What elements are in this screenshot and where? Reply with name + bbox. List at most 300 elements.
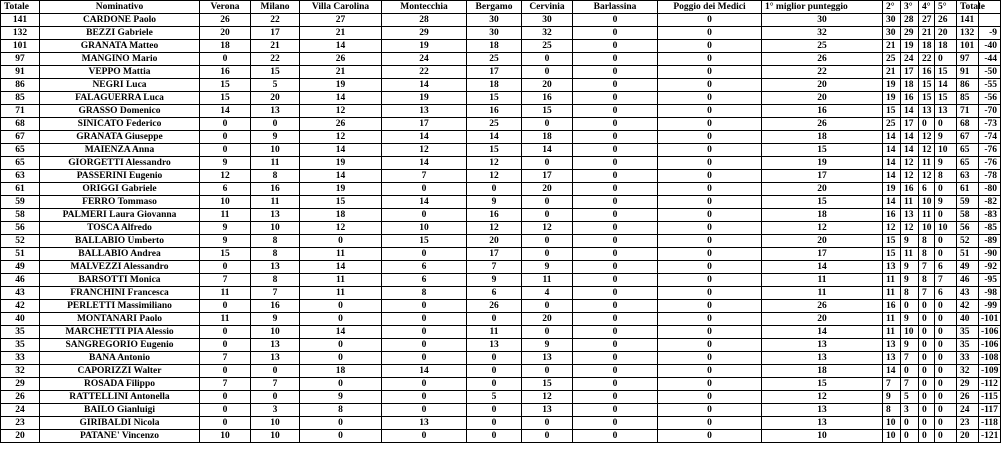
cell-totale: 32 xyxy=(1,365,40,378)
table-row xyxy=(1,79,1001,92)
cell-totale-2: 65 xyxy=(957,144,979,157)
cell-diff: -101 xyxy=(979,313,1001,326)
cell-poggio-dei-medici: 0 xyxy=(658,105,762,118)
cell-totale: 132 xyxy=(1,27,40,40)
cell-villa-carolina: 0 xyxy=(300,339,382,352)
cell-cervinia: 0 xyxy=(522,300,573,313)
cell-miglior-punteggio: 15 xyxy=(762,196,883,209)
cell-totale-2: 59 xyxy=(957,196,979,209)
cell-milano: 10 xyxy=(251,417,300,430)
cell-montecchia: 0 xyxy=(382,404,467,417)
cell-5th: 0 xyxy=(935,183,957,196)
cell-2nd: 25 xyxy=(883,118,901,131)
cell-bergamo: 30 xyxy=(467,14,522,27)
cell-2nd: 7 xyxy=(883,378,901,391)
cell-barlassina: 0 xyxy=(573,14,658,27)
cell-cervinia: 0 xyxy=(522,417,573,430)
cell-cervinia: 20 xyxy=(522,183,573,196)
cell-poggio-dei-medici: 0 xyxy=(658,27,762,40)
cell-barlassina: 0 xyxy=(573,352,658,365)
cell-villa-carolina: 11 xyxy=(300,287,382,300)
cell-miglior-punteggio: 22 xyxy=(762,66,883,79)
cell-4th: 8 xyxy=(919,235,935,248)
cell-miglior-punteggio: 32 xyxy=(762,27,883,40)
cell-totale-2: 61 xyxy=(957,183,979,196)
cell-bergamo: 26 xyxy=(467,300,522,313)
cell-4th: 0 xyxy=(919,391,935,404)
cell-bergamo: 14 xyxy=(467,131,522,144)
cell-totale-2: 65 xyxy=(957,157,979,170)
cell-miglior-punteggio: 18 xyxy=(762,365,883,378)
cell-poggio-dei-medici: 0 xyxy=(658,79,762,92)
cell-cervinia: 0 xyxy=(522,235,573,248)
cell-miglior-punteggio: 13 xyxy=(762,352,883,365)
cell-3rd: 24 xyxy=(901,53,919,66)
cell-verona: 0 xyxy=(200,118,251,131)
cell-totale: 101 xyxy=(1,40,40,53)
cell-barlassina: 0 xyxy=(573,261,658,274)
cell-bergamo: 12 xyxy=(467,157,522,170)
cell-villa-carolina: 21 xyxy=(300,27,382,40)
cell-diff: -40 xyxy=(979,40,1001,53)
cell-5th: 15 xyxy=(935,92,957,105)
cell-villa-carolina: 14 xyxy=(300,144,382,157)
cell-cervinia: 32 xyxy=(522,27,573,40)
cell-2nd: 14 xyxy=(883,131,901,144)
cell-2nd: 19 xyxy=(883,79,901,92)
cell-diff: -112 xyxy=(979,378,1001,391)
cell-villa-carolina: 14 xyxy=(300,40,382,53)
cell-diff: -109 xyxy=(979,365,1001,378)
cell-barlassina: 0 xyxy=(573,417,658,430)
cell-barlassina: 0 xyxy=(573,339,658,352)
cell-3rd: 9 xyxy=(901,339,919,352)
table-row xyxy=(1,27,1001,40)
cell-totale: 86 xyxy=(1,79,40,92)
cell-villa-carolina: 0 xyxy=(300,235,382,248)
cell-verona: 20 xyxy=(200,27,251,40)
cell-montecchia: 0 xyxy=(382,430,467,443)
cell-nominativo: BARSOTTI Monica xyxy=(40,274,200,287)
cell-2nd: 10 xyxy=(883,430,901,443)
cell-totale: 58 xyxy=(1,209,40,222)
cell-poggio-dei-medici: 0 xyxy=(658,118,762,131)
cell-cervinia: 9 xyxy=(522,261,573,274)
cell-barlassina: 0 xyxy=(573,365,658,378)
cell-nominativo: MANGINO Mario xyxy=(40,53,200,66)
cell-poggio-dei-medici: 0 xyxy=(658,274,762,287)
cell-diff: -56 xyxy=(979,92,1001,105)
header-cervinia: Cervinia xyxy=(522,1,573,14)
cell-cervinia: 25 xyxy=(522,40,573,53)
cell-verona: 7 xyxy=(200,274,251,287)
cell-nominativo: MONTANARI Paolo xyxy=(40,313,200,326)
cell-2nd: 14 xyxy=(883,196,901,209)
cell-cervinia: 0 xyxy=(522,157,573,170)
cell-diff: -85 xyxy=(979,222,1001,235)
cell-miglior-punteggio: 12 xyxy=(762,391,883,404)
cell-verona: 0 xyxy=(200,365,251,378)
cell-milano: 9 xyxy=(251,131,300,144)
table-row xyxy=(1,235,1001,248)
table-row xyxy=(1,14,1001,27)
cell-villa-carolina: 19 xyxy=(300,79,382,92)
cell-verona: 12 xyxy=(200,170,251,183)
cell-villa-carolina: 26 xyxy=(300,118,382,131)
cell-milano: 3 xyxy=(251,404,300,417)
cell-totale: 40 xyxy=(1,313,40,326)
cell-miglior-punteggio: 26 xyxy=(762,53,883,66)
table-row xyxy=(1,209,1001,222)
cell-milano: 16 xyxy=(251,300,300,313)
cell-montecchia: 0 xyxy=(382,209,467,222)
cell-verona: 0 xyxy=(200,300,251,313)
cell-milano: 0 xyxy=(251,365,300,378)
cell-barlassina: 0 xyxy=(573,287,658,300)
cell-miglior-punteggio: 26 xyxy=(762,118,883,131)
cell-totale: 63 xyxy=(1,170,40,183)
cell-montecchia: 0 xyxy=(382,326,467,339)
cell-verona: 9 xyxy=(200,235,251,248)
cell-2nd: 10 xyxy=(883,417,901,430)
cell-5th: 15 xyxy=(935,66,957,79)
cell-5th: 0 xyxy=(935,339,957,352)
cell-milano: 8 xyxy=(251,274,300,287)
cell-barlassina: 0 xyxy=(573,183,658,196)
cell-barlassina: 0 xyxy=(573,209,658,222)
cell-5th: 0 xyxy=(935,391,957,404)
table-row xyxy=(1,222,1001,235)
cell-diff: -83 xyxy=(979,209,1001,222)
cell-diff: -76 xyxy=(979,157,1001,170)
cell-poggio-dei-medici: 0 xyxy=(658,326,762,339)
cell-totale-2: 46 xyxy=(957,274,979,287)
cell-4th: 0 xyxy=(919,365,935,378)
cell-milano: 13 xyxy=(251,105,300,118)
cell-verona: 16 xyxy=(200,66,251,79)
cell-milano: 7 xyxy=(251,378,300,391)
table-row xyxy=(1,92,1001,105)
cell-poggio-dei-medici: 0 xyxy=(658,261,762,274)
cell-poggio-dei-medici: 0 xyxy=(658,378,762,391)
cell-5th: 6 xyxy=(935,261,957,274)
cell-miglior-punteggio: 20 xyxy=(762,183,883,196)
cell-cervinia: 20 xyxy=(522,313,573,326)
header-bergamo: Bergamo xyxy=(467,1,522,14)
cell-nominativo: BALLABIO Andrea xyxy=(40,248,200,261)
cell-villa-carolina: 19 xyxy=(300,157,382,170)
cell-5th: 8 xyxy=(935,170,957,183)
cell-2nd: 30 xyxy=(883,27,901,40)
cell-villa-carolina: 18 xyxy=(300,365,382,378)
cell-villa-carolina: 12 xyxy=(300,105,382,118)
cell-villa-carolina: 26 xyxy=(300,53,382,66)
cell-miglior-punteggio: 10 xyxy=(762,430,883,443)
cell-bergamo: 25 xyxy=(467,53,522,66)
cell-4th: 12 xyxy=(919,170,935,183)
table-row xyxy=(1,339,1001,352)
cell-villa-carolina: 12 xyxy=(300,222,382,235)
cell-poggio-dei-medici: 0 xyxy=(658,196,762,209)
cell-milano: 10 xyxy=(251,326,300,339)
table-row xyxy=(1,313,1001,326)
cell-montecchia: 10 xyxy=(382,222,467,235)
cell-milano: 21 xyxy=(251,40,300,53)
cell-totale: 65 xyxy=(1,144,40,157)
table-row xyxy=(1,131,1001,144)
cell-nominativo: PATANE' Vincenzo xyxy=(40,430,200,443)
cell-5th: 0 xyxy=(935,352,957,365)
cell-poggio-dei-medici: 0 xyxy=(658,222,762,235)
cell-miglior-punteggio: 17 xyxy=(762,170,883,183)
cell-4th: 7 xyxy=(919,261,935,274)
cell-verona: 0 xyxy=(200,391,251,404)
cell-verona: 15 xyxy=(200,79,251,92)
cell-milano: 16 xyxy=(251,183,300,196)
cell-milano: 11 xyxy=(251,196,300,209)
cell-barlassina: 0 xyxy=(573,40,658,53)
cell-cervinia: 13 xyxy=(522,352,573,365)
cell-4th: 22 xyxy=(919,53,935,66)
cell-barlassina: 0 xyxy=(573,170,658,183)
cell-milano: 0 xyxy=(251,118,300,131)
cell-totale-2: 86 xyxy=(957,79,979,92)
cell-milano: 10 xyxy=(251,430,300,443)
cell-barlassina: 0 xyxy=(573,27,658,40)
header-5th: 5° xyxy=(935,1,957,14)
cell-poggio-dei-medici: 0 xyxy=(658,365,762,378)
cell-villa-carolina: 14 xyxy=(300,326,382,339)
cell-3rd: 16 xyxy=(901,92,919,105)
cell-villa-carolina: 0 xyxy=(300,417,382,430)
cell-totale-2: 71 xyxy=(957,105,979,118)
cell-barlassina: 0 xyxy=(573,118,658,131)
cell-cervinia: 15 xyxy=(522,105,573,118)
cell-2nd: 25 xyxy=(883,53,901,66)
cell-cervinia: 17 xyxy=(522,170,573,183)
cell-5th: 0 xyxy=(935,326,957,339)
cell-5th: 0 xyxy=(935,378,957,391)
cell-nominativo: GIORGETTI Alessandro xyxy=(40,157,200,170)
cell-bergamo: 17 xyxy=(467,248,522,261)
cell-poggio-dei-medici: 0 xyxy=(658,209,762,222)
cell-diff: -115 xyxy=(979,391,1001,404)
cell-4th: 6 xyxy=(919,183,935,196)
cell-3rd: 9 xyxy=(901,313,919,326)
cell-bergamo: 17 xyxy=(467,66,522,79)
cell-cervinia: 0 xyxy=(522,326,573,339)
cell-bergamo: 0 xyxy=(467,404,522,417)
cell-4th: 0 xyxy=(919,300,935,313)
cell-totale-2: 101 xyxy=(957,40,979,53)
header-barlassina: Barlassina xyxy=(573,1,658,14)
cell-bergamo: 25 xyxy=(467,118,522,131)
cell-nominativo: RATTELLINI Antonella xyxy=(40,391,200,404)
cell-cervinia: 0 xyxy=(522,430,573,443)
cell-3rd: 18 xyxy=(901,79,919,92)
cell-3rd: 12 xyxy=(901,170,919,183)
cell-totale: 20 xyxy=(1,430,40,443)
cell-4th: 12 xyxy=(919,131,935,144)
cell-verona: 0 xyxy=(200,326,251,339)
cell-cervinia: 15 xyxy=(522,378,573,391)
cell-milano: 20 xyxy=(251,92,300,105)
cell-montecchia: 7 xyxy=(382,170,467,183)
cell-5th: 6 xyxy=(935,287,957,300)
cell-totale: 68 xyxy=(1,118,40,131)
cell-totale-2: 68 xyxy=(957,118,979,131)
cell-miglior-punteggio: 14 xyxy=(762,326,883,339)
cell-villa-carolina: 14 xyxy=(300,92,382,105)
cell-poggio-dei-medici: 0 xyxy=(658,430,762,443)
cell-diff: -95 xyxy=(979,274,1001,287)
cell-nominativo: MALVEZZI Alessandro xyxy=(40,261,200,274)
cell-miglior-punteggio: 17 xyxy=(762,248,883,261)
cell-villa-carolina: 15 xyxy=(300,196,382,209)
cell-totale: 35 xyxy=(1,339,40,352)
cell-montecchia: 0 xyxy=(382,339,467,352)
cell-poggio-dei-medici: 0 xyxy=(658,53,762,66)
cell-2nd: 11 xyxy=(883,326,901,339)
cell-nominativo: PERLETTI Massimiliano xyxy=(40,300,200,313)
table-row xyxy=(1,365,1001,378)
cell-barlassina: 0 xyxy=(573,430,658,443)
cell-miglior-punteggio: 15 xyxy=(762,378,883,391)
cell-totale: 91 xyxy=(1,66,40,79)
cell-totale-2: 43 xyxy=(957,287,979,300)
cell-verona: 14 xyxy=(200,105,251,118)
cell-milano: 11 xyxy=(251,157,300,170)
table-row xyxy=(1,430,1001,443)
cell-totale: 51 xyxy=(1,248,40,261)
cell-bergamo: 0 xyxy=(467,352,522,365)
cell-totale: 42 xyxy=(1,300,40,313)
cell-totale-2: 132 xyxy=(957,27,979,40)
cell-totale: 35 xyxy=(1,326,40,339)
cell-3rd: 12 xyxy=(901,222,919,235)
cell-villa-carolina: 14 xyxy=(300,170,382,183)
cell-montecchia: 14 xyxy=(382,131,467,144)
cell-verona: 9 xyxy=(200,157,251,170)
cell-cervinia: 0 xyxy=(522,196,573,209)
cell-nominativo: GRANATA Giuseppe xyxy=(40,131,200,144)
cell-diff: -44 xyxy=(979,53,1001,66)
header-row xyxy=(1,1,1001,14)
cell-3rd: 14 xyxy=(901,131,919,144)
cell-5th: 18 xyxy=(935,40,957,53)
cell-poggio-dei-medici: 0 xyxy=(658,157,762,170)
cell-diff: -89 xyxy=(979,235,1001,248)
cell-nominativo: CARDONE Paolo xyxy=(40,14,200,27)
cell-milano: 22 xyxy=(251,53,300,66)
cell-cervinia: 30 xyxy=(522,14,573,27)
cell-bergamo: 30 xyxy=(467,27,522,40)
header-milano: Milano xyxy=(251,1,300,14)
cell-villa-carolina: 11 xyxy=(300,274,382,287)
cell-barlassina: 0 xyxy=(573,144,658,157)
cell-2nd: 11 xyxy=(883,313,901,326)
table-row xyxy=(1,40,1001,53)
cell-barlassina: 0 xyxy=(573,66,658,79)
cell-villa-carolina: 0 xyxy=(300,352,382,365)
cell-4th: 10 xyxy=(919,196,935,209)
cell-totale-2: 91 xyxy=(957,66,979,79)
cell-3rd: 11 xyxy=(901,248,919,261)
table-row xyxy=(1,404,1001,417)
cell-4th: 0 xyxy=(919,417,935,430)
cell-verona: 11 xyxy=(200,287,251,300)
cell-5th: 0 xyxy=(935,300,957,313)
cell-poggio-dei-medici: 0 xyxy=(658,66,762,79)
cell-totale-2: 26 xyxy=(957,391,979,404)
header-verona: Verona xyxy=(200,1,251,14)
cell-totale-2: 52 xyxy=(957,235,979,248)
cell-diff: -73 xyxy=(979,118,1001,131)
cell-4th: 0 xyxy=(919,404,935,417)
cell-montecchia: 0 xyxy=(382,313,467,326)
cell-miglior-punteggio: 15 xyxy=(762,144,883,157)
cell-5th: 0 xyxy=(935,235,957,248)
cell-nominativo: PASSERINI Eugenio xyxy=(40,170,200,183)
cell-totale-2: 63 xyxy=(957,170,979,183)
cell-montecchia: 19 xyxy=(382,40,467,53)
cell-totale-2: 33 xyxy=(957,352,979,365)
cell-milano: 22 xyxy=(251,14,300,27)
cell-nominativo: SANGREGORIO Eugenio xyxy=(40,339,200,352)
cell-poggio-dei-medici: 0 xyxy=(658,339,762,352)
table-row xyxy=(1,391,1001,404)
cell-totale-2: 141 xyxy=(957,14,979,27)
cell-2nd: 15 xyxy=(883,105,901,118)
cell-montecchia: 22 xyxy=(382,66,467,79)
cell-milano: 15 xyxy=(251,66,300,79)
cell-bergamo: 16 xyxy=(467,209,522,222)
cell-nominativo: GRASSO Domenico xyxy=(40,105,200,118)
cell-totale: 29 xyxy=(1,378,40,391)
cell-cervinia: 12 xyxy=(522,222,573,235)
cell-4th: 0 xyxy=(919,352,935,365)
cell-verona: 15 xyxy=(200,92,251,105)
cell-verona: 6 xyxy=(200,183,251,196)
cell-5th: 0 xyxy=(935,417,957,430)
cell-bergamo: 9 xyxy=(467,196,522,209)
cell-bergamo: 15 xyxy=(467,144,522,157)
cell-bergamo: 12 xyxy=(467,170,522,183)
cell-montecchia: 13 xyxy=(382,105,467,118)
cell-3rd: 0 xyxy=(901,430,919,443)
cell-bergamo: 0 xyxy=(467,417,522,430)
cell-3rd: 16 xyxy=(901,183,919,196)
cell-diff: -76 xyxy=(979,144,1001,157)
cell-verona: 0 xyxy=(200,261,251,274)
cell-diff: -80 xyxy=(979,183,1001,196)
cell-diff: -108 xyxy=(979,352,1001,365)
cell-2nd: 21 xyxy=(883,66,901,79)
cell-5th: 0 xyxy=(935,209,957,222)
cell-milano: 8 xyxy=(251,248,300,261)
cell-nominativo: MARCHETTI PIA Alessio xyxy=(40,326,200,339)
cell-montecchia: 6 xyxy=(382,274,467,287)
cell-cervinia: 18 xyxy=(522,131,573,144)
cell-diff: -70 xyxy=(979,105,1001,118)
table-row xyxy=(1,274,1001,287)
cell-4th: 8 xyxy=(919,248,935,261)
cell-3rd: 7 xyxy=(901,378,919,391)
cell-3rd: 13 xyxy=(901,209,919,222)
cell-totale: 67 xyxy=(1,131,40,144)
cell-barlassina: 0 xyxy=(573,157,658,170)
cell-2nd: 16 xyxy=(883,209,901,222)
